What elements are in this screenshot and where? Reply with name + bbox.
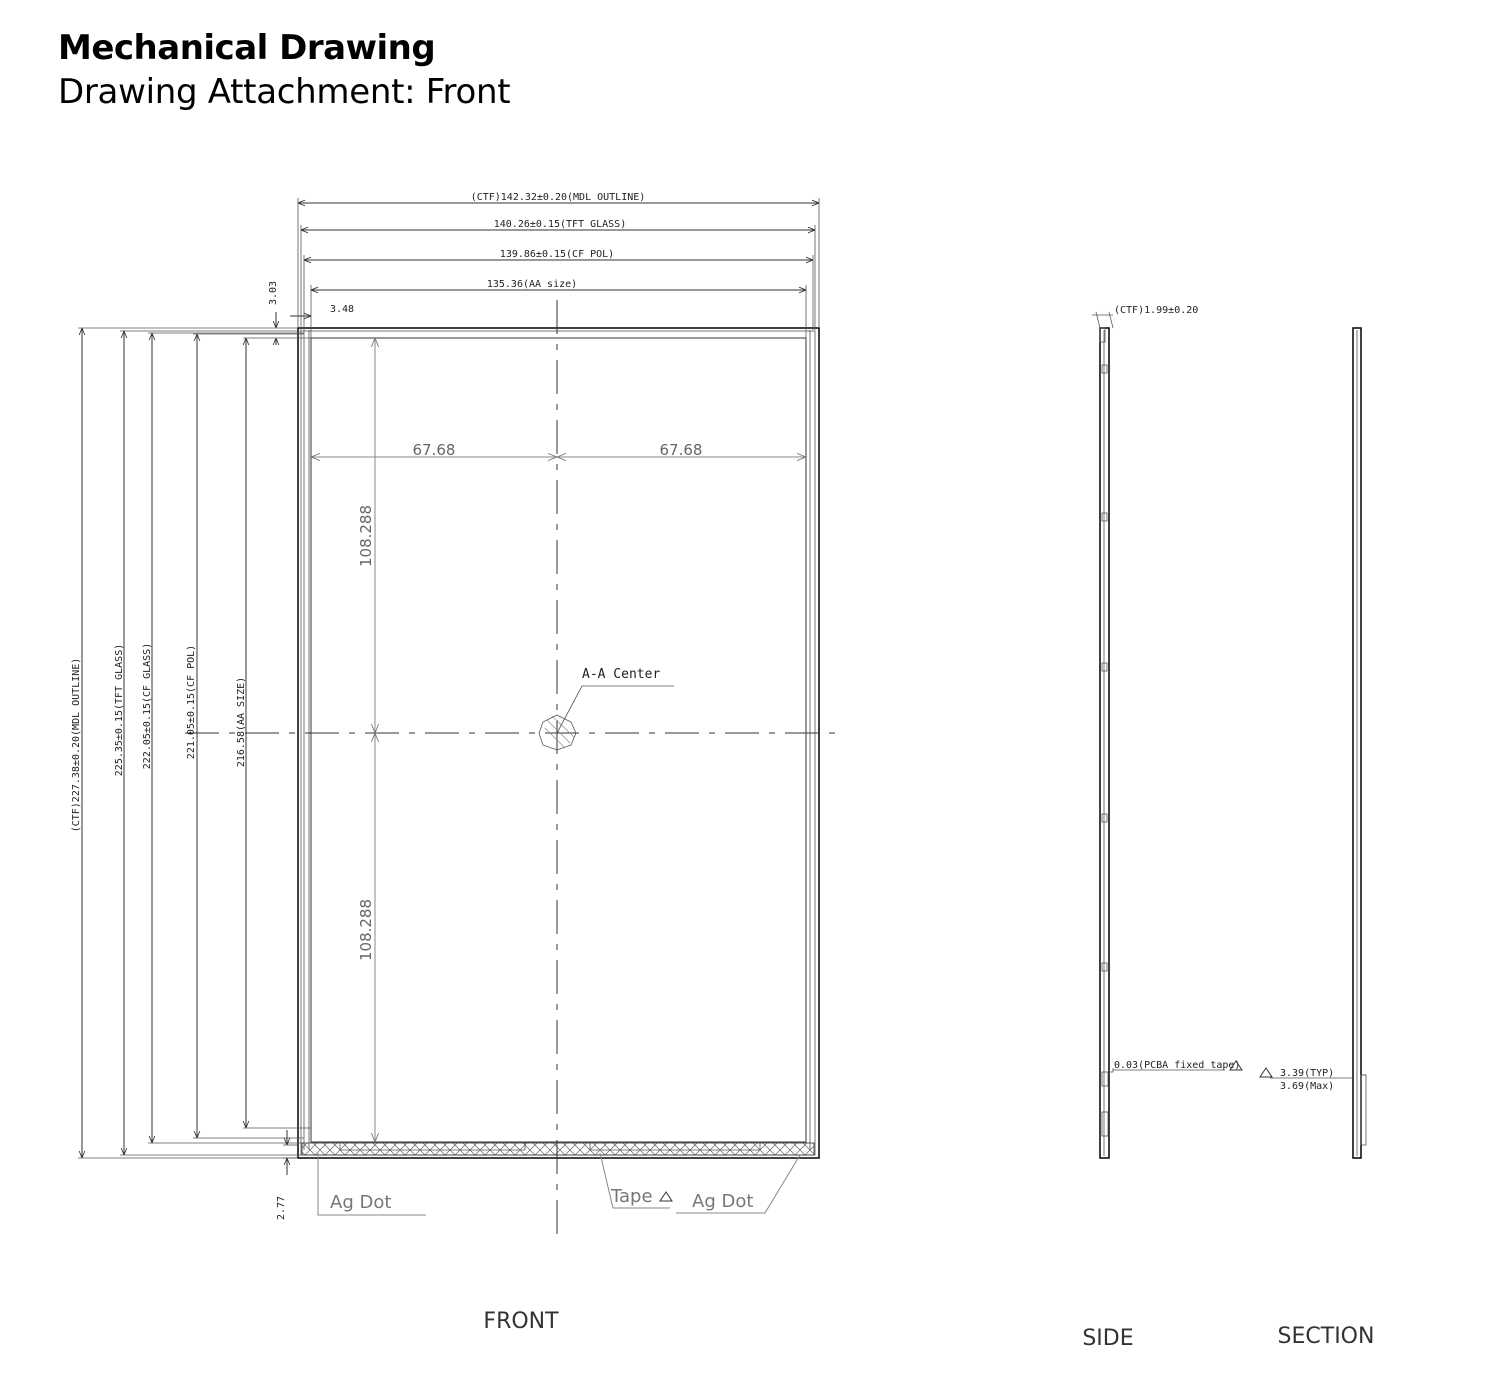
callout-ag-dot-right: Ag Dot — [692, 1191, 754, 1212]
page-subtitle: Drawing Attachment: Front — [58, 72, 511, 112]
dim-cfpol-width: 139.86±0.15(CF POL) — [499, 249, 615, 260]
dim-mdl-width: (CTF)142.32±0.20(MDL OUTLINE) — [470, 192, 646, 203]
dim-side-thickness: (CTF)1.99±0.20 — [1114, 305, 1199, 316]
dim-offset-top: 3.03 — [268, 280, 279, 305]
dim-bottom-offset: 2.77 — [276, 1195, 287, 1221]
dim-half-height-top: 108.288 — [357, 504, 375, 568]
dim-section-typ: 3.39(TYP) — [1280, 1068, 1335, 1079]
front-view — [71, 192, 845, 1334]
section-view — [1260, 328, 1374, 1349]
view-label-side: SIDE — [1082, 1326, 1134, 1351]
left-dimensions — [71, 328, 311, 1220]
dim-pcba-tape: 0.03(PCBA fixed tape) — [1114, 1060, 1241, 1071]
dim-half-width-right: 67.68 — [659, 441, 703, 459]
side-view — [1082, 305, 1242, 1351]
dim-cfpol-height: 221.05±0.15(CF POL) — [186, 644, 197, 760]
tft-glass-outline — [301, 331, 815, 1155]
dim-tft-width: 140.26±0.15(TFT GLASS) — [493, 219, 627, 230]
dim-half-width-left: 67.68 — [412, 441, 456, 459]
mdl-outline — [298, 328, 819, 1158]
dim-half-height-bottom: 108.288 — [357, 898, 375, 962]
callout-tape: Tape — [611, 1186, 653, 1207]
side-body — [1100, 328, 1109, 1158]
bottom-hatch-area — [302, 1143, 814, 1155]
page-title: Mechanical Drawing — [58, 28, 436, 68]
top-dimensions — [268, 192, 819, 345]
dim-aa-height: 216.58(AA SIZE) — [236, 676, 247, 768]
dim-section-max: 3.69(Max) — [1280, 1081, 1335, 1092]
aa-outline — [311, 338, 806, 1142]
callout-ag-dot-left: Ag Dot — [330, 1192, 392, 1213]
dim-offset-left: 3.48 — [330, 304, 355, 315]
warning-triangle-icon — [660, 1192, 672, 1201]
view-label-front: FRONT — [483, 1309, 559, 1334]
dim-tft-height: 225.35±0.15(TFT GLASS) — [114, 643, 125, 777]
dim-mdl-height: (CTF)227.38±0.20(MDL OUTLINE) — [71, 657, 82, 833]
warning-triangle-icon — [1260, 1068, 1272, 1077]
center-label: A-A Center — [582, 667, 661, 682]
view-label-section: SECTION — [1277, 1324, 1375, 1349]
dim-aa-width: 135.36(AA size) — [486, 279, 578, 290]
dim-cfglass-height: 222.05±0.15(CF GLASS) — [142, 642, 153, 770]
